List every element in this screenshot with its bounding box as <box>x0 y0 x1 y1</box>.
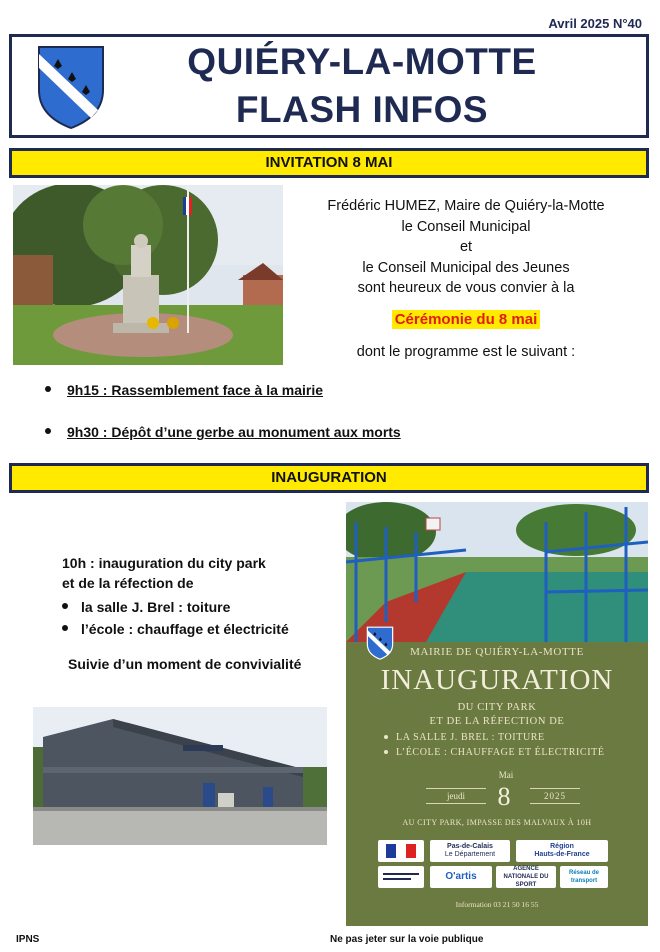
programme-intro: dont le programme est le suivant : <box>356 344 576 360</box>
list-item-text: la salle J. Brel : toiture <box>81 599 231 615</box>
poster-day-number: 8 <box>497 782 511 811</box>
ceremony-highlight <box>356 311 576 329</box>
pas-de-calais-name: Pas-de-Calais <box>447 843 493 850</box>
poster-weekday: jeudi <box>426 788 486 804</box>
pas-de-calais-sub: Le Département <box>444 851 496 858</box>
schedule-item <box>45 424 401 440</box>
conviviality-note: Suivie d’un moment de convivialité <box>68 656 302 672</box>
poster-list <box>384 730 605 760</box>
invitation-line: le Conseil Municipal des Jeunes <box>362 259 570 276</box>
poster-info: Information 03 21 50 16 55 <box>455 900 539 909</box>
list-item <box>62 618 289 640</box>
poster-list-text: L’ÉCOLE : CHAUFFAGE ET ÉLECTRICITÉ <box>396 747 605 758</box>
inauguration-poster <box>346 502 648 926</box>
inauguration-line: 10h : inauguration du city park <box>62 555 266 571</box>
poster-mairie: MAIRIE DE QUIÉRY-LA-MOTTE <box>410 646 584 658</box>
region-name: Hauts-de-France <box>534 851 590 858</box>
inauguration-list <box>62 596 289 640</box>
bullet-icon <box>45 428 51 434</box>
list-item-text: l’école : chauffage et électricité <box>81 621 289 637</box>
inauguration-intro <box>62 553 266 593</box>
coat-of-arms-icon <box>36 44 106 130</box>
poster-list-text: LA SALLE J. BREL : TOITURE <box>396 732 545 743</box>
sports-hall-photo <box>33 707 327 845</box>
bullet-icon <box>384 735 388 739</box>
poster-subtitle: DU CITY PARK <box>457 702 537 713</box>
invitation-line: Frédéric HUMEZ, Maire de Quiéry-la-Motte <box>327 198 605 214</box>
invitation-line: sont heureux de vous convier à la <box>357 280 575 296</box>
transport-logo: Réseau de transport <box>560 866 608 888</box>
poster-list-item <box>384 745 605 760</box>
poster-location: AU CITY PARK, IMPASSE DES MALVAUX À 10H <box>402 818 592 827</box>
masthead <box>9 34 649 138</box>
footer-notice: Ne pas jeter sur la voie publique <box>330 934 484 945</box>
schedule-item <box>45 382 323 398</box>
issue-label: Avril 2025 N°40 <box>548 16 642 31</box>
ceremony-title: Cérémonie du 8 mai <box>392 310 541 329</box>
region-label: Région <box>550 843 574 850</box>
invitation-text <box>296 196 636 299</box>
invitation-banner: INVITATION 8 MAI <box>9 148 649 178</box>
region-logo <box>516 840 608 862</box>
schedule-text: 9h15 : Rassemblement face à la mairie <box>67 382 324 398</box>
bullet-icon <box>62 625 68 631</box>
bullet-icon <box>384 750 388 754</box>
inauguration-line: et de la réfection de <box>62 575 194 591</box>
invitation-line: le Conseil Municipal <box>401 218 531 235</box>
poster-year: 2025 <box>530 788 580 804</box>
schedule-text: 9h30 : Dépôt d’une gerbe au monument aux morts <box>67 424 401 440</box>
poster-title: INAUGURATION <box>380 664 614 696</box>
inauguration-banner: INAUGURATION <box>9 463 649 493</box>
agence-sport-logo: AGENCE NATIONALE DU SPORT <box>496 866 556 888</box>
oartis-logo: O'artis <box>430 866 492 888</box>
footer-ipns: IPNS <box>16 934 40 945</box>
poster-month: Mai <box>498 770 514 780</box>
page-title-line2: FLASH INFOS <box>235 89 489 130</box>
poster-list-item <box>384 730 605 745</box>
pas-de-calais-logo <box>430 840 510 862</box>
partner-logo <box>378 866 424 888</box>
page-title-line1: QUIÉRY-LA-MOTTE <box>187 41 537 82</box>
city-park-photo <box>346 502 648 642</box>
list-item <box>62 596 289 618</box>
bullet-icon <box>45 386 51 392</box>
republique-francaise-logo <box>378 840 424 862</box>
poster-subtitle: ET DE LA RÉFECTION DE <box>429 716 565 727</box>
war-memorial-photo <box>13 185 283 365</box>
invitation-line: et <box>459 239 473 255</box>
bullet-icon <box>62 603 68 609</box>
